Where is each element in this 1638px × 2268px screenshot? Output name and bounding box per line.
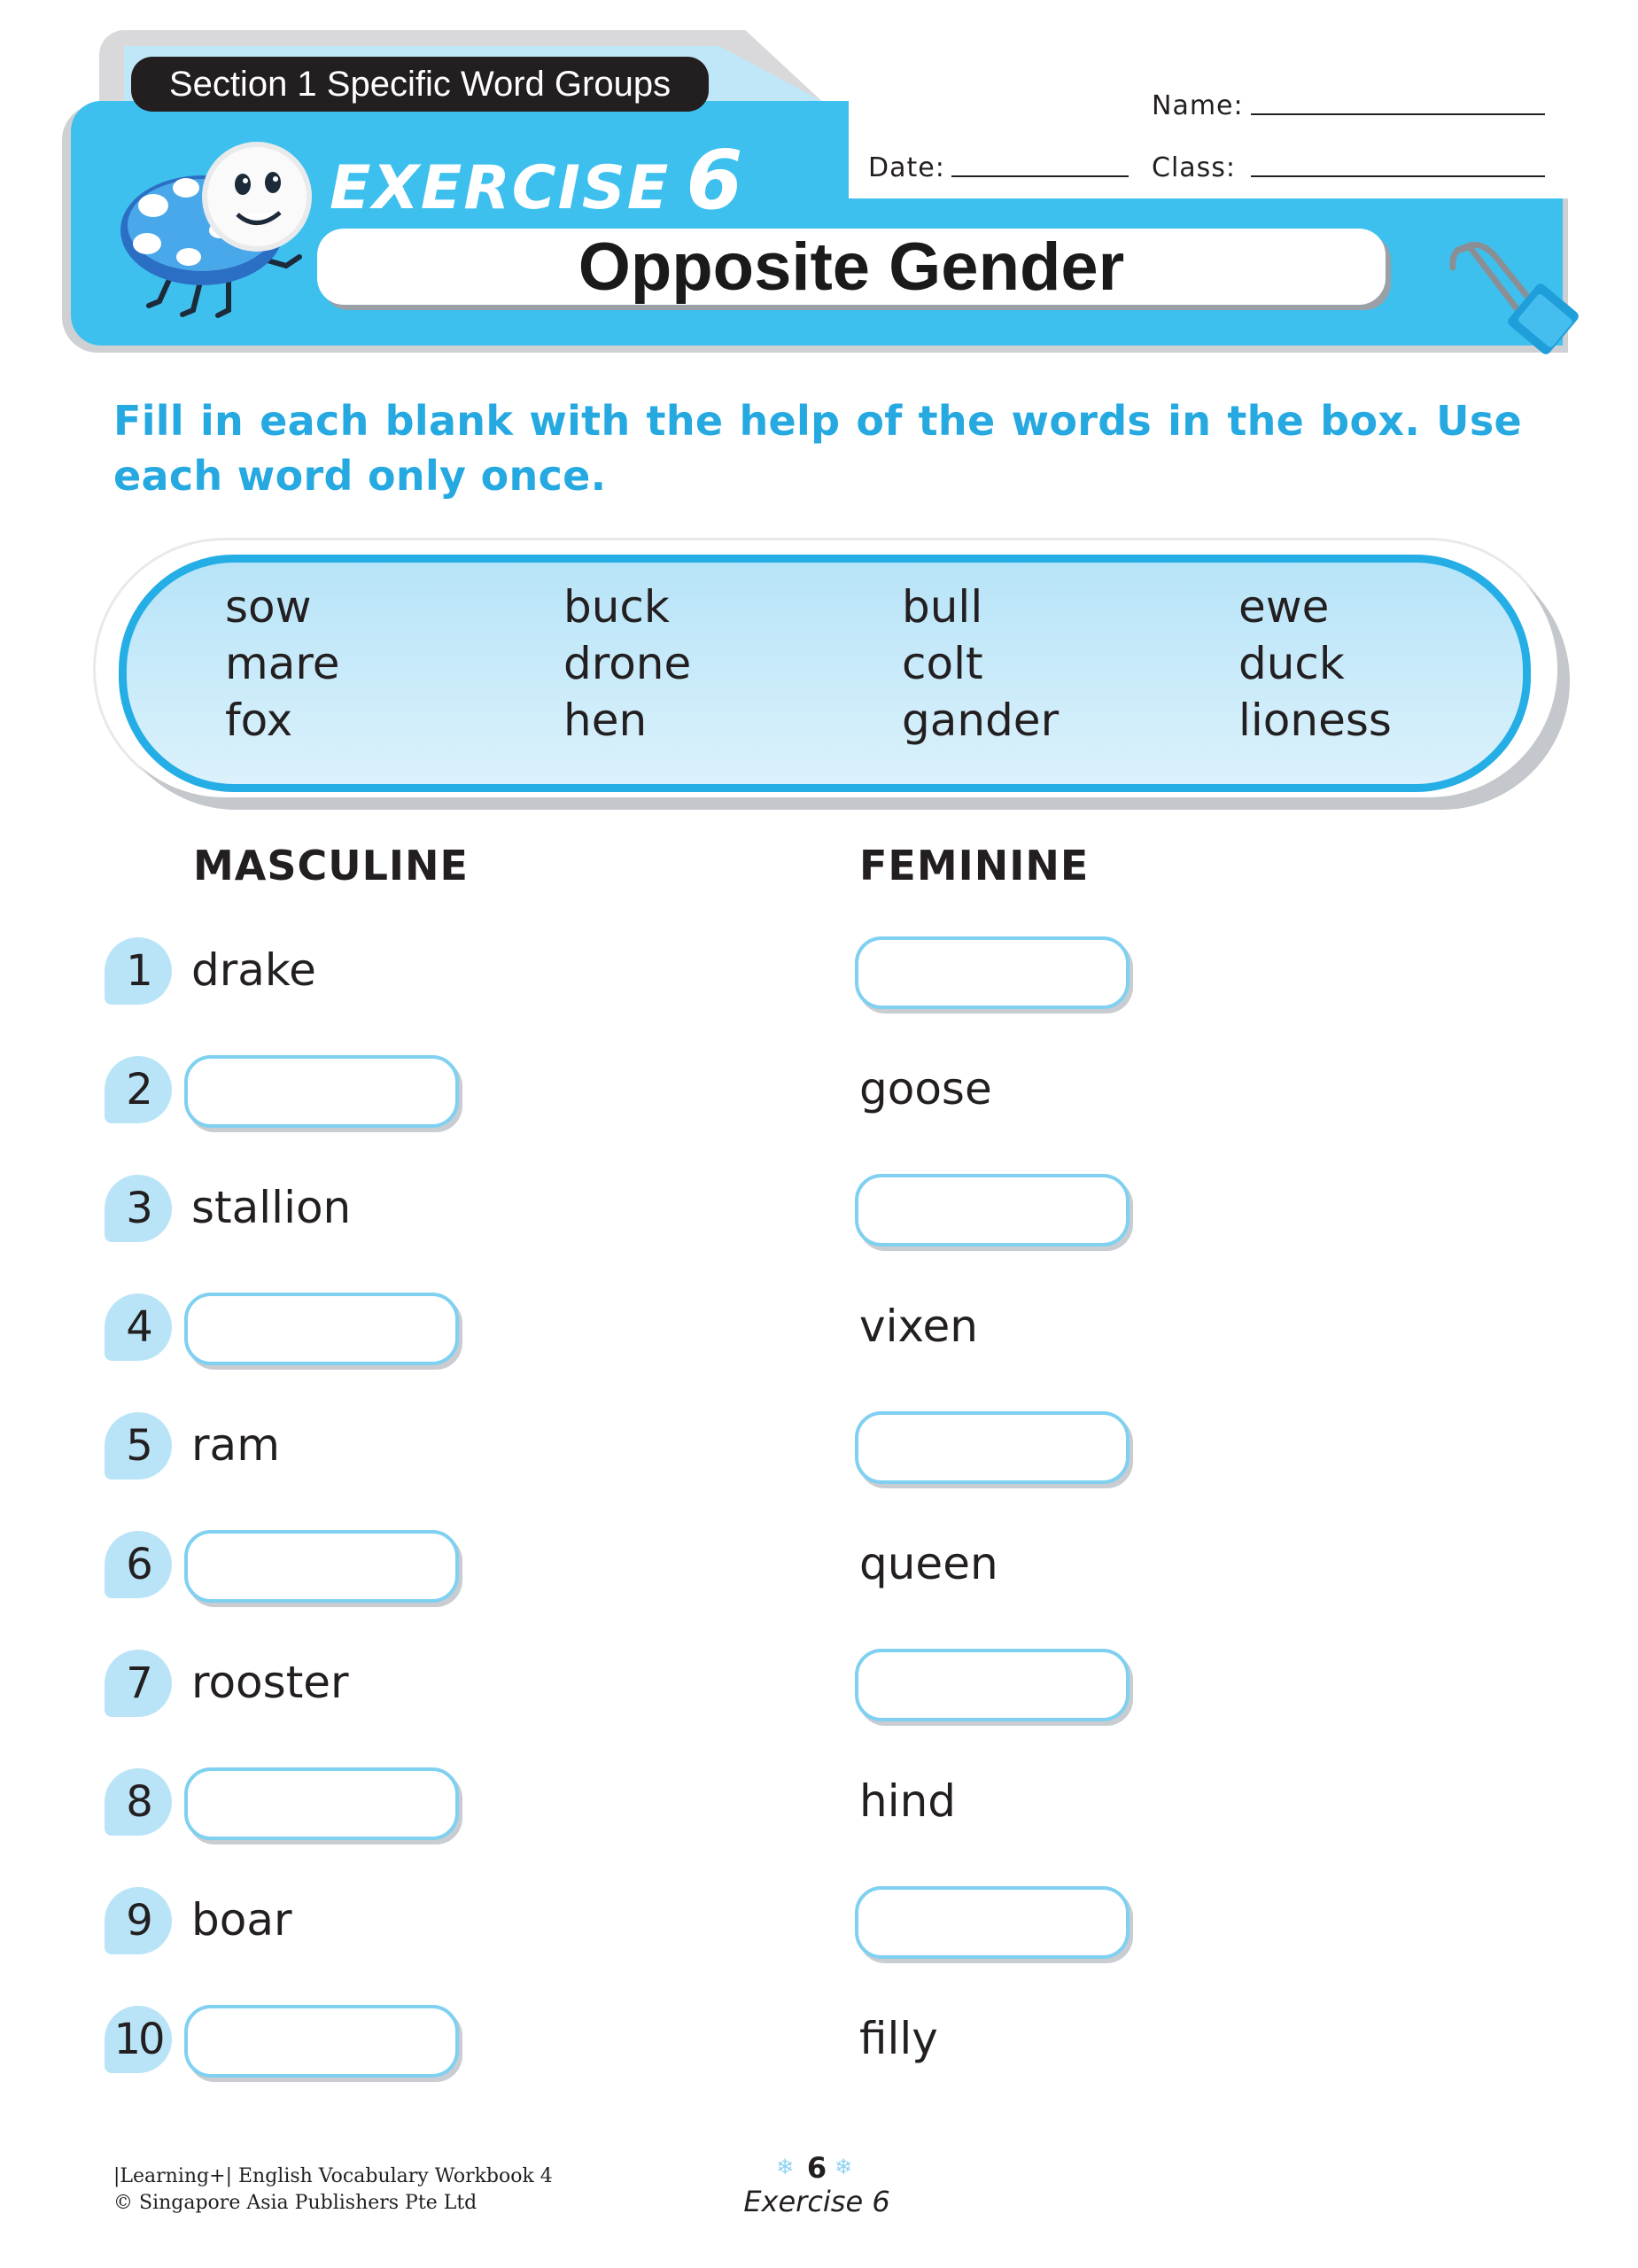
feminine-answer-box[interactable]: [855, 936, 1130, 1009]
word-bank-item: mare: [225, 638, 340, 689]
page-title: Opposite Gender: [317, 229, 1386, 305]
question-number: 4: [105, 1293, 172, 1361]
question-number: 9: [105, 1887, 172, 1954]
question-number: 7: [105, 1650, 172, 1717]
question-number: 3: [105, 1175, 172, 1242]
masculine-word: rooster: [191, 1657, 349, 1708]
exercise-number: 6: [686, 133, 745, 228]
feminine-answer-box[interactable]: [855, 1174, 1130, 1247]
word-bank-item: ewe: [1238, 581, 1330, 633]
word-bank-item: fox: [225, 695, 293, 746]
feminine-answer-box[interactable]: [855, 1649, 1130, 1721]
question-number: 2: [105, 1056, 172, 1123]
name-label: Name:: [1152, 90, 1244, 121]
exercise-heading: [330, 133, 744, 228]
feminine-word: hind: [859, 1775, 957, 1827]
instruction-text: Fill in each blank with the help of the words in the box. Use each word only once.: [113, 397, 1522, 500]
question-number: 1: [105, 937, 172, 1005]
feminine-answer-box[interactable]: [855, 1886, 1130, 1959]
snowflake-icon: ❄: [835, 2155, 853, 2179]
page-number: 6: [806, 2151, 827, 2185]
feminine-word: filly: [859, 2013, 938, 2064]
masculine-word: stallion: [191, 1182, 352, 1233]
word-bank-item: sow: [225, 581, 312, 633]
masculine-answer-box[interactable]: [184, 2005, 459, 2078]
class-field[interactable]: [1251, 175, 1545, 177]
question-number: 5: [105, 1412, 172, 1480]
word-bank-item: duck: [1238, 638, 1345, 689]
question-number: 10: [105, 2006, 172, 2073]
name-field[interactable]: [1251, 113, 1545, 115]
word-bank-item: hen: [563, 695, 648, 746]
ladybug-mascot-icon: [105, 133, 326, 328]
masculine-answer-box[interactable]: [184, 1293, 459, 1365]
word-bank-item: buck: [563, 581, 670, 633]
exercise-label: EXERCISE: [330, 153, 671, 223]
masculine-word: boar: [191, 1894, 292, 1946]
word-bank-item: bull: [902, 581, 983, 633]
masculine-word: drake: [191, 944, 316, 996]
feminine-word: queen: [859, 1538, 998, 1589]
date-field[interactable]: [951, 175, 1129, 177]
word-bank-item: lioness: [1238, 695, 1392, 746]
word-bank-item: drone: [563, 638, 692, 689]
section-label: Section 1 Specific Word Groups: [131, 57, 709, 112]
word-bank-item: colt: [902, 638, 983, 689]
masculine-word: ram: [191, 1419, 280, 1471]
question-number: 6: [105, 1531, 172, 1598]
class-label: Class:: [1152, 152, 1237, 183]
snowflake-icon: ❄: [776, 2155, 795, 2179]
feminine-answer-box[interactable]: [855, 1411, 1130, 1484]
masculine-answer-box[interactable]: [184, 1767, 459, 1840]
feminine-word: vixen: [859, 1301, 978, 1352]
copyright-text: © Singapore Asia Publishers Pte Ltd: [113, 2192, 477, 2214]
binder-clip-icon: [1444, 232, 1595, 374]
feminine-word: goose: [859, 1063, 992, 1115]
book-title: |Learning+| English Vocabulary Workbook 4: [113, 2165, 553, 2187]
feminine-heading: FEMININE: [859, 842, 1090, 889]
masculine-answer-box[interactable]: [184, 1055, 459, 1128]
date-label: Date:: [868, 152, 945, 183]
masculine-heading: MASCULINE: [193, 842, 469, 889]
question-number: 8: [105, 1768, 172, 1836]
page-exercise-label: Exercise 6: [743, 2185, 890, 2218]
word-bank-item: gander: [902, 695, 1060, 746]
masculine-answer-box[interactable]: [184, 1530, 459, 1603]
